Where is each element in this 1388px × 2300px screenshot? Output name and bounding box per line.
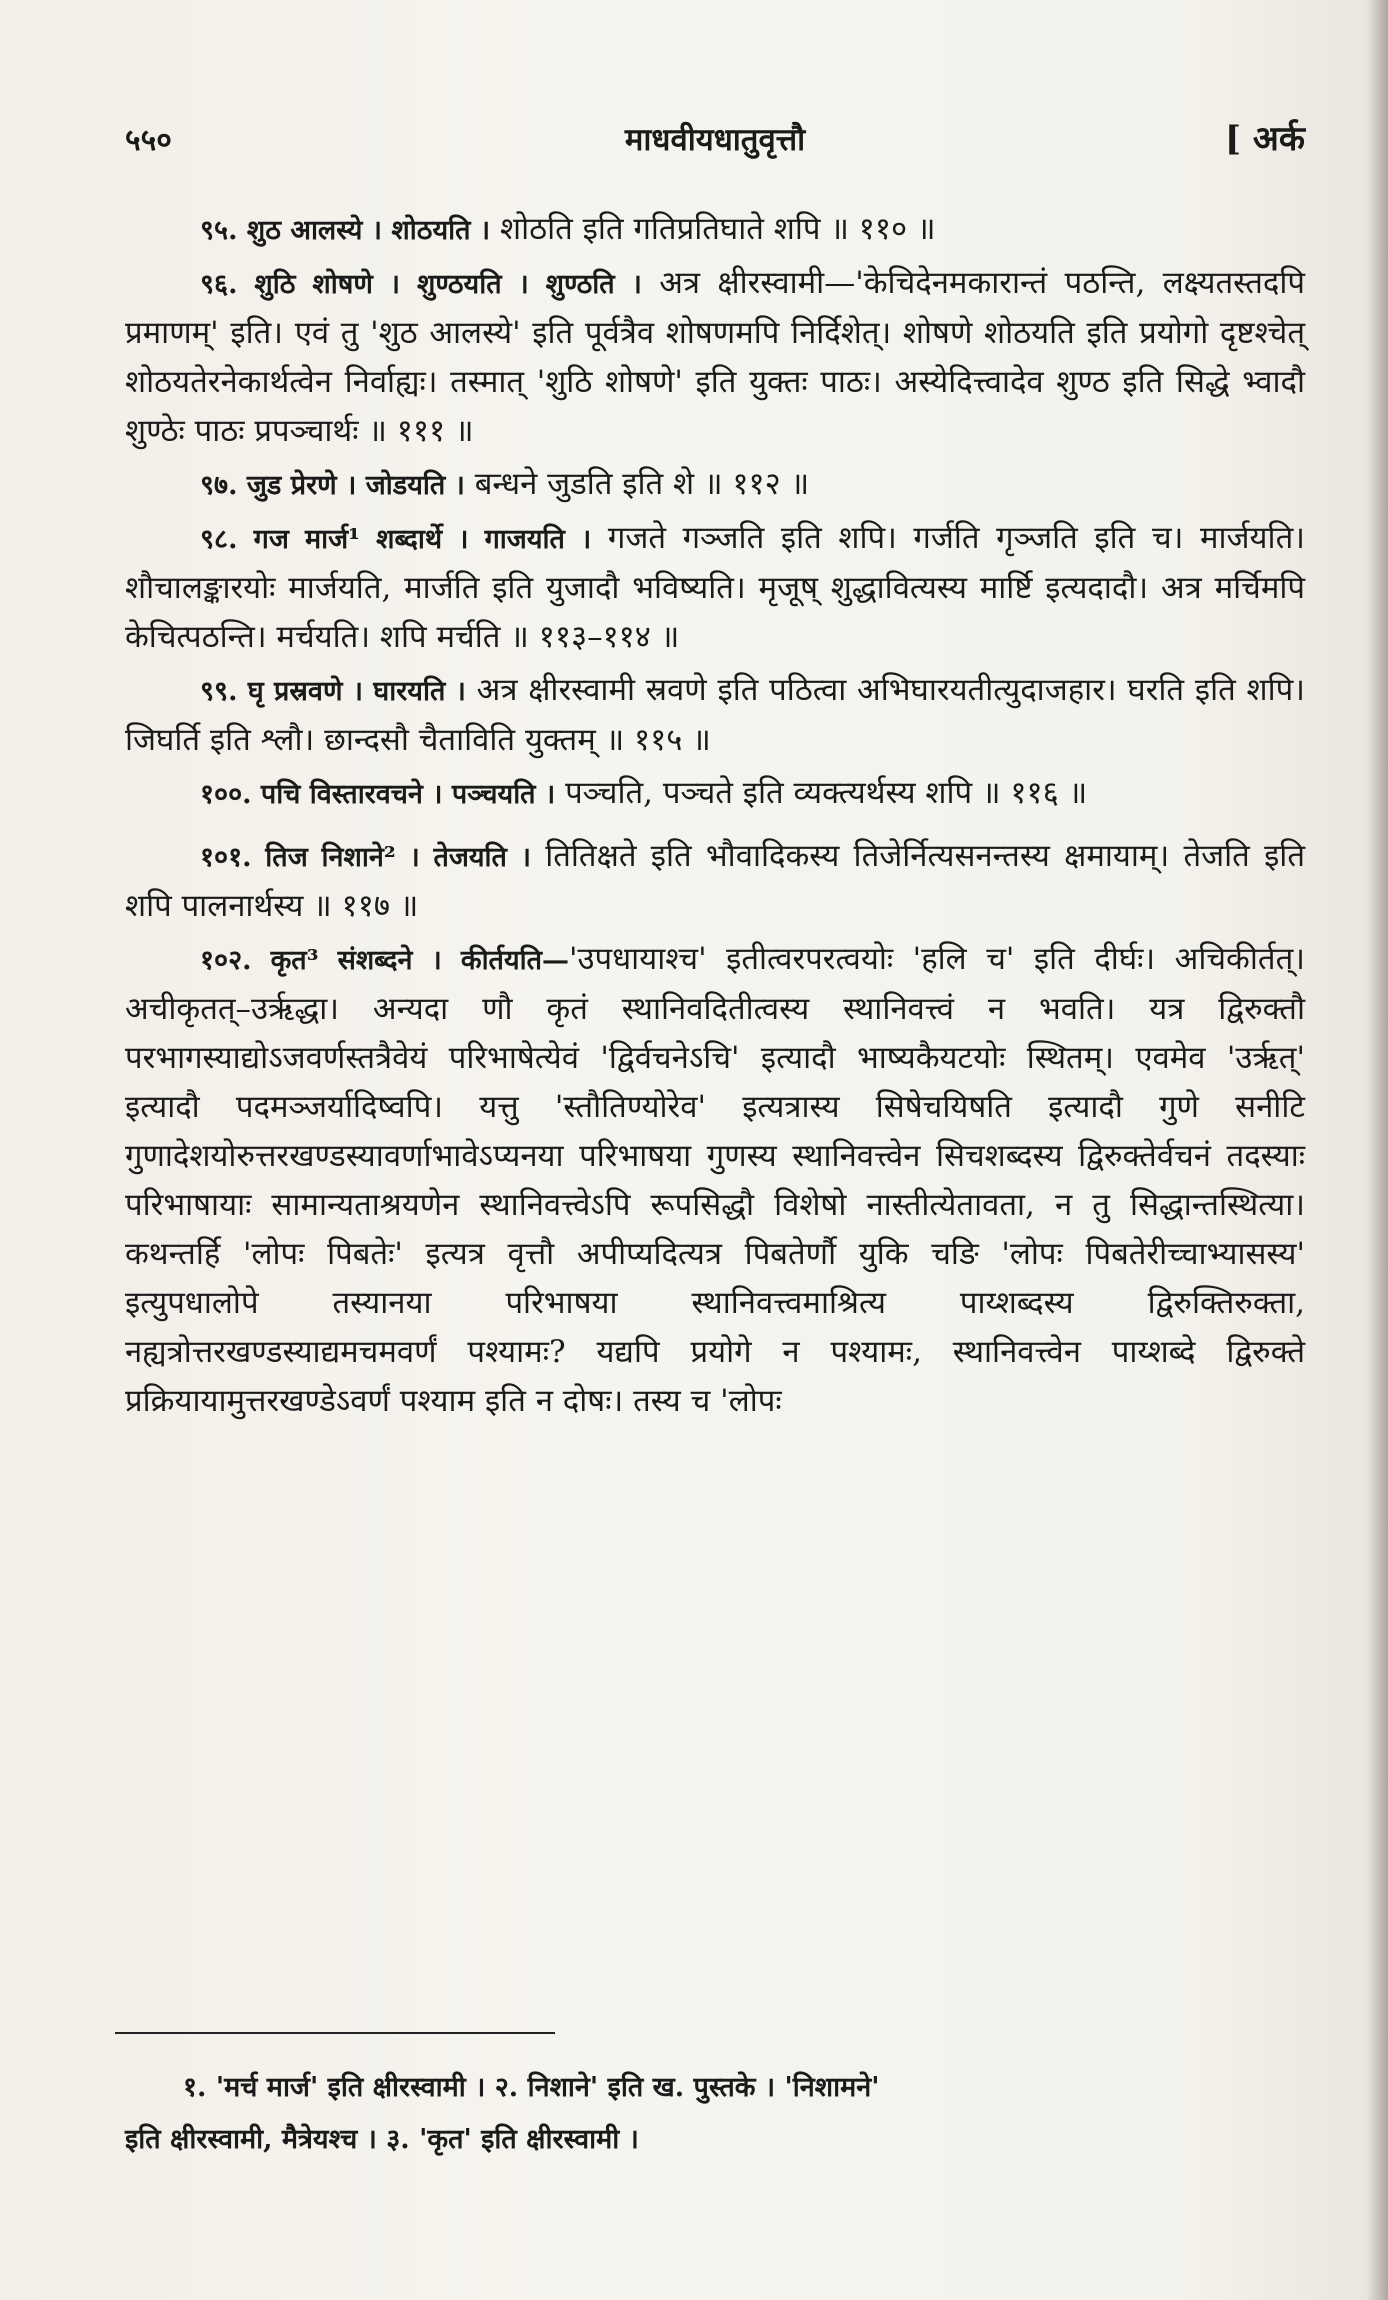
footnote-line-1: १. 'मर्च मार्ज' इति क्षीरस्वामी । २. निशाने' इति ख. पुस्तके । 'निशामने' <box>183 2072 880 2103</box>
entry-text: बन्धने जुडति इति शे ॥ ११२ ॥ <box>464 466 810 502</box>
entry-text: 'उपधायाश्च' इतीत्वरपरत्वयोः 'हलि च' इति दीर्घः। अचिकीर्तत्। अचीकृतत्–उर्ऋद्धा। अन्यदा णौ कृतं स्थानिवदितीत्वस्य स्थानिवत्त्वं न भवति। यत्र द्विरुक्तौ परभागस्याद्योऽजवर्णस्तत्रैवेयं परिभाषेत्येवं 'द्विर्वचनेऽचि' इत्यादौ भाष्यकैयटयोः स्थितम्। एवमेव 'उर्ऋत्' इत्यादौ पदमञ्जर्यादिष्वपि। यत्तु 'स्तौतिण्योरेव' इत्यत्रास्य सिषेचयिषति इत्यादौ गुणे सनीटि गुणादेशयोरुत्तरखण्डस्यावर्णाभावेऽप्यनया परिभाषया गुणस्य स्थानिवत्त्वेन सिचशब्दस्य द्विरुक्तेर्वचनं तदस्याः परिभाषायाः सामान्यताश्रयणेन स्थानिवत्त्वेऽपि रूपसिद्धौ विशेषो नास्तीत्येतावता, न तु सिद्धान्तस्थित्या। कथन्तर्हि 'लोपः पिबतेः' इत्यत्र वृत्तौ अपीप्यदित्यत्र पिबतेर्णौ युकि चङि 'लोपः पिबतेरीच्चाभ्यासस्य' इत्युपधालोपे तस्यानया परिभाषया स्थानिवत्त्वमाश्रित्य पाय्शब्दस्य द्विरुक्तिरुक्ता, नह्यत्रोत्तरखण्डस्याद्यमचमवर्णं पश्यामः? यद्यपि प्रयोगे न पश्यामः, स्थानिवत्त्वेन पाय्शब्दे द्विरुक्ते प्रक्रियायामुत्तरखण्डेऽवर्णं पश्याम इति न दोषः। तस्य च 'लोपः <box>125 941 1305 1419</box>
paragraph-102 <box>125 935 1305 1426</box>
entry-head: ९६. शुठि शोषणे । शुण्ठयति । शुण्ठति । <box>200 269 642 300</box>
entry-head: ९५. शुठ आलस्ये । शोठयति । <box>200 215 491 246</box>
entry-text: पञ्चति, पञ्चते इति व्यक्त्यर्थस्य शपि ॥ ११६ ॥ <box>555 775 1088 811</box>
main-text <box>125 205 1305 1430</box>
entry-head: १००. पचि विस्तारवचने । पञ्चयति । <box>200 779 556 810</box>
paragraph-95 <box>125 205 1305 255</box>
entry-head: ९७. जुड प्रेरणे । जोडयति । <box>200 470 465 501</box>
entry-head: १०१. तिज निशाने² । तेजयति । <box>200 842 531 873</box>
footnote-line-2: इति क्षीरस्वामी, मैत्रेयश्च । ३. 'कृत' इति क्षीरस्वामी । <box>125 2124 639 2155</box>
entry-text: शोठति इति गतिप्रतिघाते शपि ॥ ११० ॥ <box>490 211 936 247</box>
entry-head: १०२. कृत³ संशब्दने । कीर्तयति— <box>200 945 569 976</box>
paragraph-97 <box>125 460 1305 510</box>
running-title: माधवीयधातुवृत्तौ <box>624 122 806 158</box>
paragraph-98 <box>125 514 1305 662</box>
paragraph-99 <box>125 666 1305 765</box>
page-number: ५५० <box>125 123 172 158</box>
entry-head: ९९. घृ प्रस्रवणे । घारयति । <box>200 676 466 707</box>
paragraph-101 <box>125 832 1305 931</box>
paragraph-96 <box>125 259 1305 456</box>
entry-text: गजते गञ्जति इति शपि। गर्जति गृञ्जति इति च। मार्जयति। शौचालङ्कारयोः मार्जयति, मार्जति इति युजादौ भविष्यति। मृजूष् शुद्धावित्यस्य मार्ष्टि इत्यदादौ। अत्र मर्चिमपि केचित्पठन्ति। मर्चयति। शपि मर्चति ॥ ११३–११४ ॥ <box>125 520 1305 655</box>
running-header <box>125 118 1305 168</box>
page-spine-shadow <box>1366 0 1388 2300</box>
paragraph-100 <box>125 769 1305 819</box>
entry-text: तितिक्षते इति भौवादिकस्य तिजेर्नित्यसनन्तस्य क्षमायाम्। तेजति इति शपि पालनार्थस्य ॥ ११७ ॥ <box>125 838 1305 924</box>
footnote-divider <box>115 2032 555 2034</box>
footnotes <box>125 2062 1305 2166</box>
entry-text: अत्र क्षीरस्वामी स्रवणे इति पठित्वा अभिघारयतीत्युदाजहार। घरति इति शपि। जिघर्ति इति श्लौ। छान्दसौ चैताविति युक्तम् ॥ ११५ ॥ <box>125 672 1305 758</box>
entry-text: अत्र क्षीरस्वामी—'केचिदेनमकारान्तं पठन्ति, लक्ष्यतस्तदपि प्रमाणम्' इति। एवं तु 'शुठ आलस्ये' इति पूर्वत्रैव शोषणमपि निर्दिशेत्। शोषणे शोठयति इति प्रयोगो दृष्टश्चेत् शोठयतेरनेकार्थत्वेन निर्वाह्यः। तस्मात् 'शुठि शोषणे' इति युक्तः पाठः। अस्येदित्त्वादेव शुण्ठ इति सिद्धे भ्वादौ शुण्ठेः पाठः प्रपञ्चार्थः ॥ १११ ॥ <box>125 265 1306 449</box>
entry-head: ९८. गज मार्ज¹ शब्दार्थे । गाजयति । <box>200 524 592 555</box>
section-marker: [ अर्क <box>1224 119 1305 159</box>
